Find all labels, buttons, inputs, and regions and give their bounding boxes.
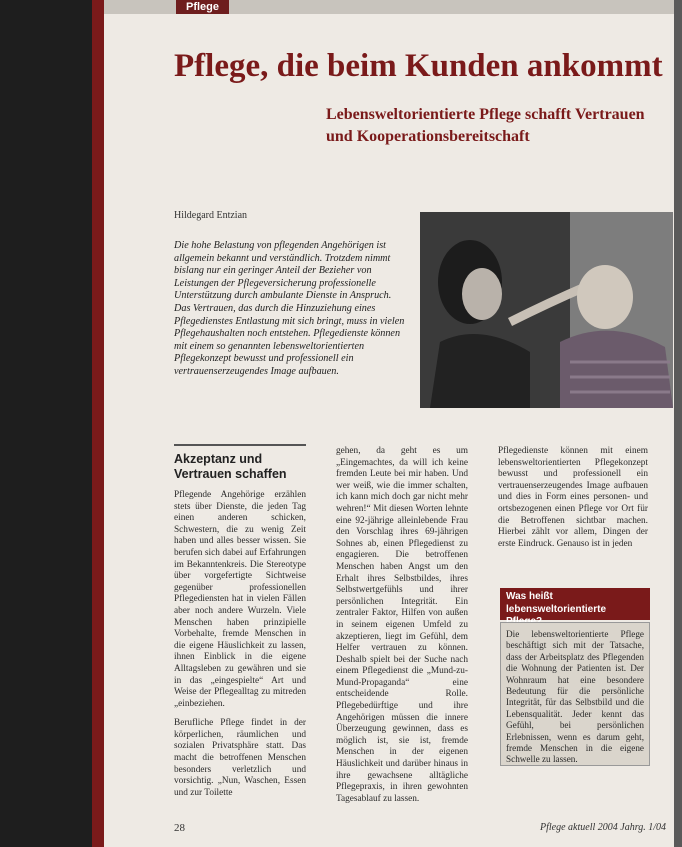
body-paragraph: Pflegende Angehörige erzählen stets über Dienste, die jeden Tag einen anderen schicken, Schwestern, die zu wenig Zeit haben und alles besser wissen. Sie berufen sich dabei auf Erfahrungen im Bekanntenkreis. Die Stereotype über vorgefertigte Sichtweise gegenüber professionellen Pflegediensten hat in vielen Fällen aber noch andere Wurzeln. Viele Menschen haben prinzipielle Vorbehalte, fremde Menschen in die eigene Häuslichkeit zu lassen, ihnen Einblick in die eigene Alltagsleben zu gewähren und sie in das „eingespielte“ Art und Weise der Pflegealltag zu mitreden „einbeziehen. (174, 490, 306, 709)
right-shadow (674, 0, 682, 847)
body-paragraph: gehen, da geht es um „Eingemachtes, da will ich keine fremden Leute bei mir haben. Und wer weiß, wie die immer schalten, ich kann mich doch gar nicht mehr wehren!“ Mit diesen Worten lehnte eine 92-jährige alleinlebende Frau den Vorschlag ihres 69-jährigen Sohnes ab, einen Pflegedienst zu engagieren. Die betroffenen Menschen haben Angst um den Erhalt ihres Selbstbildes, ihres Selbstwertgefühls und ihrer persönlichen Integrität. Ein zentraler Faktor, Hilfen von außen in seinem eigenen Umfeld zu akzeptieren, liegt im Gefühl, dem Helfer vertrauen zu können. Deshalb spielt bei der Suche nach einem Pflegedienst die „Mund-zu-Mund-Propaganda“ eine entscheidende Rolle. Pflegebedürftige und ihre Angehörigen müssen die innere Überzeugung gewinnen, dass es möglich ist, sie ist, fremde Menschen in der eigenen Häuslichkeit und darüber hinaus in ihre gewachsene alltägliche Pflegepraxis, in ihren gewohnten Tagesablauf zu lassen. (336, 446, 468, 804)
photo-illustration (420, 212, 673, 408)
article-subheadline: Lebensweltorientierte Pflege schafft Vertrauen und Kooperationsbereitschaft (326, 106, 645, 145)
text-column-1 (174, 490, 306, 807)
binding-red-strip (92, 0, 104, 847)
article-photo (420, 212, 673, 408)
section-heading: Akzeptanz und Vertrauen schaffen (174, 452, 287, 481)
binding-edge (0, 0, 102, 847)
journal-footer: Pflege aktuell 2004 Jahrg. 1/04 (540, 822, 666, 833)
section-rule (174, 444, 306, 446)
article-headline: Pflege, die beim Kunden ankommt (174, 48, 663, 84)
body-paragraph: Pflegedienste können mit einem lebensweltorientierten Pflegekonzept bewusst und professionell ein vertrauenserzeugendes Image aufbauen und dies in Form eines personen- und ortsbezogenen einen Pflege vor Ort für die Betroffenen sichtbar machen. Hierbei zählt vor allem, Dingen der erste Eindruck. Genauso ist in jeden (498, 446, 648, 549)
magazine-page (104, 0, 674, 847)
author: Hildegard Entzian (174, 210, 248, 221)
info-box-title: Was heißt lebensweltorientierte (500, 588, 650, 620)
page-number: 28 (174, 822, 185, 834)
section-label: Pflege (176, 0, 229, 14)
text-column-2 (336, 446, 468, 813)
text-column-3 (498, 446, 648, 558)
info-box-text: Die lebensweltorientierte Pflege beschäftigt sich mit der Tatsache, dass der Arbeitsplatz des Pflegenden die Wohnung der Patienten ist. Der Wohnraum hat eine besondere Bedeutung für die persönliche Integrität, für das Selbstbild und die Lebensqualität. Jeder kennt das Gefühl, bei persönlichen Erlebnissen, wenn es darum geht, fremde Menschen in die eigene Schwelle zu lassen. (500, 622, 650, 766)
body-paragraph: Berufliche Pflege findet in der körperlichen, räumlichen und sozialen Privatsphäre statt. Das macht die betroffenen Menschen besonders verletzlich und vorsichtig. „Nun, Waschen, Essen und zur Toilette (174, 718, 306, 798)
lead-paragraph: Die hohe Belastung von pflegenden Angehörigen ist allgemein bekannt und verständlich. Trotzdem nimmt bislang nur ein geringer Anteil der Bezieher von Leistungen der Pflegeversicherung professionelle Unterstützung durch ambulante Dienste in Anspruch. Das Vertrauen, das durch die Hinzuziehung eines Pflegedienstes Entlastung mit sich bringt, muss in vielen Pflegehaushalten noch entstehen. Pflegedienste können mit einem so genannten lebensweltorientierten Pflegekonzept bewusst und professionell ein vertrauenserzeugendes Image aufbauen. (174, 240, 405, 377)
